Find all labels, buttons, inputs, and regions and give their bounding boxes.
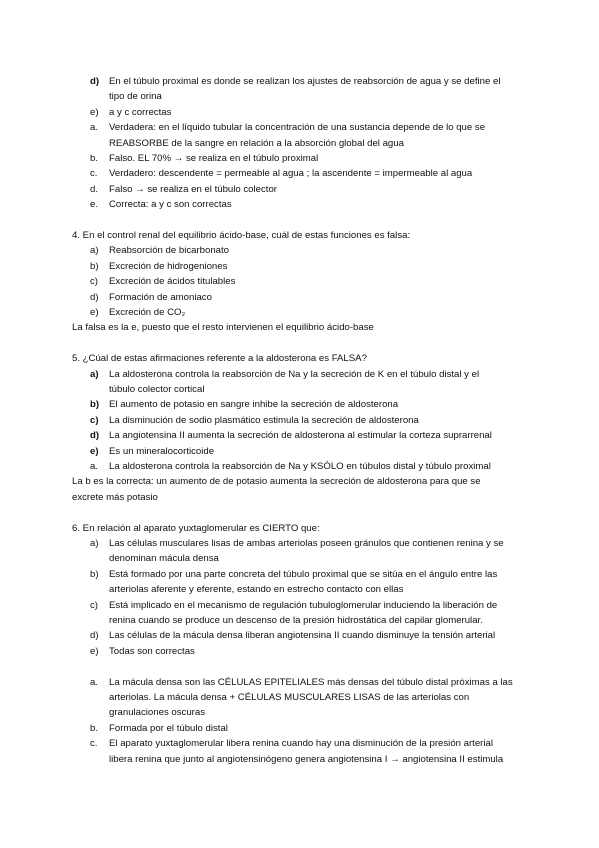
list-item-line: granulaciones oscuras <box>109 707 205 719</box>
list-item-line: Verdadero: descendente = permeable al agua ; la ascendente = impermeable al agua <box>109 168 473 180</box>
list-item-line: Está implicado en el mecanismo de regulación tubuloglomerular induciendo la liberación de <box>109 599 498 611</box>
list-marker: a) <box>90 368 99 380</box>
list-item-line: Está formado por una parte concreta del túbulo proximal que se sitúa en el ángulo entre las <box>109 568 498 580</box>
list-item-line: tipo de orina <box>109 91 162 103</box>
list-marker: b. <box>90 722 99 734</box>
list-marker: a) <box>90 538 99 549</box>
list-marker: c) <box>90 276 98 288</box>
list-item-line: Excreción de CO₂ <box>109 307 186 318</box>
list-marker: b) <box>90 399 100 411</box>
list-marker: c) <box>90 599 98 611</box>
list-marker: d) <box>90 76 100 87</box>
list-marker: e) <box>90 445 99 457</box>
paragraph-line: La falsa es la e, puesto que el resto intervienen el equilibrio ácido-base <box>72 322 374 334</box>
list-marker: e) <box>90 106 99 118</box>
list-marker: b) <box>90 260 99 272</box>
list-marker: a. <box>90 676 99 688</box>
list-item-line: Las células de la mácula densa liberan angiotensina II cuando disminuye la tensión arterial <box>109 630 496 642</box>
list-item-line: túbulo colector cortical <box>109 384 205 395</box>
list-item-line: Formación de amoniaco <box>109 291 212 303</box>
list-item-line: Verdadera: en el líquido tubular la concentración de una sustancia depende de lo que se <box>109 122 486 134</box>
list-marker: d) <box>90 430 100 442</box>
list-item-line: Formada por el túbulo distal <box>109 722 228 734</box>
list-item-line: Excreción de ácidos titulables <box>109 276 236 288</box>
list-marker: a) <box>90 245 99 257</box>
list-item-line: Las células musculares lisas de ambas arteriolas poseen gránulos que contienen renina y se <box>109 538 504 549</box>
list-item-line: REABSORBE de la sangre en relación a la absorción global del agua <box>109 137 404 149</box>
list-marker: d) <box>90 630 99 642</box>
list-item-line: La angiotensina II aumenta la secreción de aldosterona al estimular la corteza suprarrenal <box>109 430 492 442</box>
list-item-line: Todas son correctas <box>109 645 195 657</box>
list-item-line: El aumento de potasio en sangre inhibe la secreción de aldosterona <box>109 399 399 411</box>
paragraph-line: La b es la correcta: un aumento de de potasio aumenta la secreción de aldosterona para que se <box>72 476 481 488</box>
paragraph-line: excrete más potasio <box>72 491 158 503</box>
list-item-line: El aparato yuxtaglomerular libera renina cuando hay una disminución de la presión arterial <box>109 738 493 750</box>
list-marker: d) <box>90 291 99 303</box>
list-marker: e. <box>90 199 99 211</box>
list-item-line: Es un mineralocorticoide <box>109 445 215 457</box>
list-marker: b. <box>90 153 99 164</box>
list-marker: c. <box>90 168 98 180</box>
list-item-line: La disminución de sodio plasmático estimula la secreción de aldosterona <box>109 414 419 426</box>
list-item-line: arteriolas. La mácula densa + CÉLULAS MUSCULARES LISAS de las arteriolas con <box>109 692 470 703</box>
list-item-line: Reabsorción de bicarbonato <box>109 245 230 257</box>
paragraph-line: 6. En relación al aparato yuxtaglomerular es CIERTO que: <box>72 522 320 534</box>
list-marker: c. <box>90 738 98 750</box>
list-item-line: Falso → se realiza en el túbulo colector <box>109 183 277 195</box>
list-item-line: En el túbulo proximal es donde se realizan los ajustes de reabsorción de agua y se define el <box>109 76 501 87</box>
list-item-line: La aldosterona controla la reabsorción de Na y KSÓLO en túbulos distal y túbulo proximal <box>109 461 491 472</box>
list-item-line: Falso. EL 70% → se realiza en el túbulo proximal <box>109 153 319 164</box>
list-marker: e) <box>90 307 99 318</box>
list-marker: e) <box>90 645 99 657</box>
list-item-line: Correcta: a y c son correctas <box>109 199 232 211</box>
list-item-line: renina cuando se produce un descenso de la presión hidrostática del capilar glomerular. <box>109 615 483 626</box>
list-item-line: La aldosterona controla la reabsorción de Na y la secreción de K en el túbulo distal y el <box>109 368 480 380</box>
paragraph-line: 4. En el control renal del equilibrio ácido-base, cuál de estas funciones es falsa: <box>72 230 411 241</box>
list-item-line: arteriolas aferente y eferente, estando en estrecho contacto con ellas <box>109 584 404 596</box>
list-marker: d. <box>90 183 99 195</box>
list-marker: a. <box>90 122 99 134</box>
list-item-line: a y c correctas <box>109 106 172 118</box>
paragraph-line: 5. ¿Cúal de estas afirmaciones referente a la aldosterona es FALSA? <box>72 353 367 365</box>
list-marker: c) <box>90 414 99 426</box>
list-item-line: denominan mácula densa <box>109 553 219 565</box>
list-item-line: libera renina que junto al angiotensinógeno genera angiotensina I → angiotensina II estimula <box>109 753 504 765</box>
list-marker: b) <box>90 568 99 580</box>
list-item-line: Excreción de hidrogeniones <box>109 260 228 272</box>
list-marker: a. <box>90 461 99 472</box>
list-item-line: La mácula densa son las CÉLULAS EPITELIALES más densas del túbulo distal próximas a las <box>109 676 513 688</box>
